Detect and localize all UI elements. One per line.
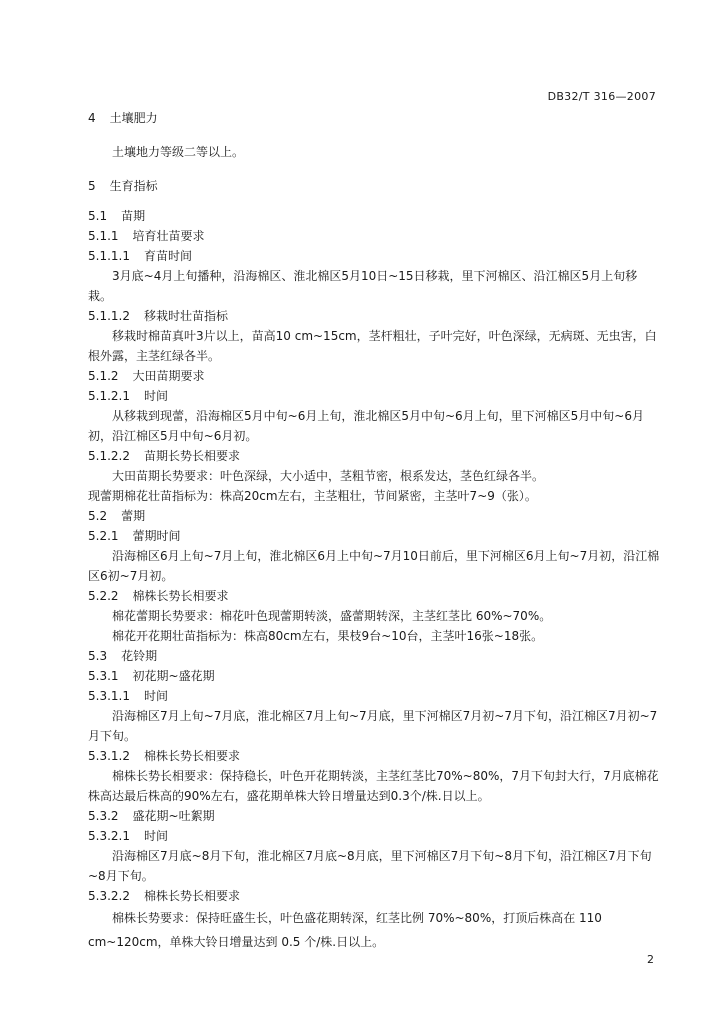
section-number: 5.1.1.2 [88, 309, 130, 323]
section-heading [88, 226, 660, 246]
section-title: 大田苗期要求 [132, 369, 205, 383]
paragraph: 移栽时棉苗真叶3片以上，苗高10 cm~15cm，茎杆粗壮，子叶完好，叶色深绿，无病斑、无虫害，白根外露，主茎红绿各半。 [88, 329, 657, 363]
section-heading [88, 206, 660, 226]
section-number: 5 [88, 179, 96, 193]
section-number: 5.3.1 [88, 669, 119, 683]
page-number: 2 [647, 953, 654, 966]
section-number: 5.1.2 [88, 369, 119, 383]
section-title: 时间 [143, 389, 168, 403]
paragraph: 沿海棉区6月上旬~7月上旬，淮北棉区6月上中旬~7月10日前后，里下河棉区6月上旬~7月初，沿江棉区6初~7月初。 [88, 549, 660, 583]
section-heading [88, 446, 660, 466]
paragraph: 棉株长势要求：保持旺盛生长，叶色盛花期转深，红茎比例 70%~80%，打顶后株高在 110 cm~120cm，单株大铃日增量达到 0.5 个/株.日以上。 [88, 911, 602, 949]
section-heading [88, 586, 660, 606]
section-title: 蕾期时间 [132, 529, 181, 543]
doc-code: DB32/T 316—2007 [547, 90, 656, 103]
paragraph: 棉花蕾期长势要求：棉花叶色现蕾期转淡，盛蕾期转深，主茎红茎比 60%~70%。 [112, 609, 552, 623]
section-number: 5.3.2.2 [88, 889, 130, 903]
paragraph: 土壤地力等级二等以上。 [112, 145, 245, 159]
section-number: 5.2.2 [88, 589, 119, 603]
section-title: 移栽时壮苗指标 [143, 309, 228, 323]
paragraph: 从移栽到现蕾，沿海棉区5月中旬~6月上旬，淮北棉区5月中旬~6月上旬，里下河棉区5月中旬~6月初，沿江棉区5月中旬~6月初。 [88, 409, 644, 443]
section-number: 5.1.1 [88, 229, 119, 243]
section-heading [88, 108, 660, 128]
paragraph: 3月底~4月上旬播种，沿海棉区、淮北棉区5月10日~15日移栽，里下河棉区、沿江棉区5月上旬移栽。 [88, 269, 638, 303]
section-number: 5.1.2.1 [88, 389, 130, 403]
section-heading [88, 886, 660, 906]
section-heading [88, 306, 660, 326]
section-heading [88, 386, 660, 406]
section-title: 蕾期 [121, 509, 146, 523]
paragraph: 沿海棉区7月上旬~7月底，淮北棉区7月上旬~7月底，里下河棉区7月初~7月下旬，沿江棉区7月初~7月下旬。 [88, 709, 658, 743]
section-heading [88, 526, 660, 546]
section-number: 5.3 [88, 649, 108, 663]
section-title: 生育指标 [109, 179, 158, 193]
section-number: 5.1.2.2 [88, 449, 130, 463]
section-title: 盛花期~吐絮期 [132, 809, 215, 823]
section-heading [88, 666, 660, 686]
section-heading [88, 806, 660, 826]
section-title: 时间 [143, 829, 168, 843]
section-title: 苗期长势长相要求 [143, 449, 240, 463]
section-title: 棉株长势长相要求 [132, 589, 229, 603]
section-heading [88, 746, 660, 766]
section-heading [88, 246, 660, 266]
section-number: 5.2.1 [88, 529, 119, 543]
section-title: 时间 [143, 689, 168, 703]
section-number: 5.3.2 [88, 809, 119, 823]
section-heading [88, 506, 660, 526]
section-number: 5.3.2.1 [88, 829, 130, 843]
section-heading [88, 646, 660, 666]
paragraph: 现蕾期棉花壮苗指标为：株高20cm左右，主茎粗壮，节间紧密，主茎叶7~9（张）。 [88, 489, 537, 503]
paragraph: 沿海棉区7月底~8月下旬，淮北棉区7月底~8月底，里下河棉区7月下旬~8月下旬，沿江棉区7月下旬~8月下旬。 [88, 849, 652, 883]
section-heading [88, 176, 660, 196]
section-number: 5.1 [88, 209, 108, 223]
section-number: 4 [88, 111, 96, 125]
section-title: 棉株长势长相要求 [143, 889, 240, 903]
section-title: 培育壮苗要求 [132, 229, 205, 243]
section-title: 苗期 [121, 209, 146, 223]
section-heading [88, 366, 660, 386]
section-title: 花铃期 [121, 649, 158, 663]
section-title: 土壤肥力 [109, 111, 158, 125]
paragraph: 棉花开花期壮苗指标为：株高80cm左右，果枝9台~10台，主茎叶16张~18张。 [112, 629, 544, 643]
section-title: 棉株长势长相要求 [143, 749, 240, 763]
paragraph: 棉株长势长相要求：保持稳长，叶色开花期转淡，主茎红茎比70%~80%，7月下旬封大行，7月底棉花株高达最后株高的90%左右，盛花期单株大铃日增量达到0.3个/株.日以上。 [88, 769, 659, 803]
section-number: 5.1.1.1 [88, 249, 130, 263]
section-number: 5.3.1.2 [88, 749, 130, 763]
section-number: 5.2 [88, 509, 108, 523]
document-body [88, 108, 660, 954]
section-number: 5.3.1.1 [88, 689, 130, 703]
section-heading [88, 686, 660, 706]
paragraph: 大田苗期长势要求：叶色深绿，大小适中，茎粗节密，根系发达，茎色红绿各半。 [112, 469, 545, 483]
section-title: 初花期~盛花期 [132, 669, 215, 683]
section-heading [88, 826, 660, 846]
section-title: 育苗时间 [143, 249, 192, 263]
